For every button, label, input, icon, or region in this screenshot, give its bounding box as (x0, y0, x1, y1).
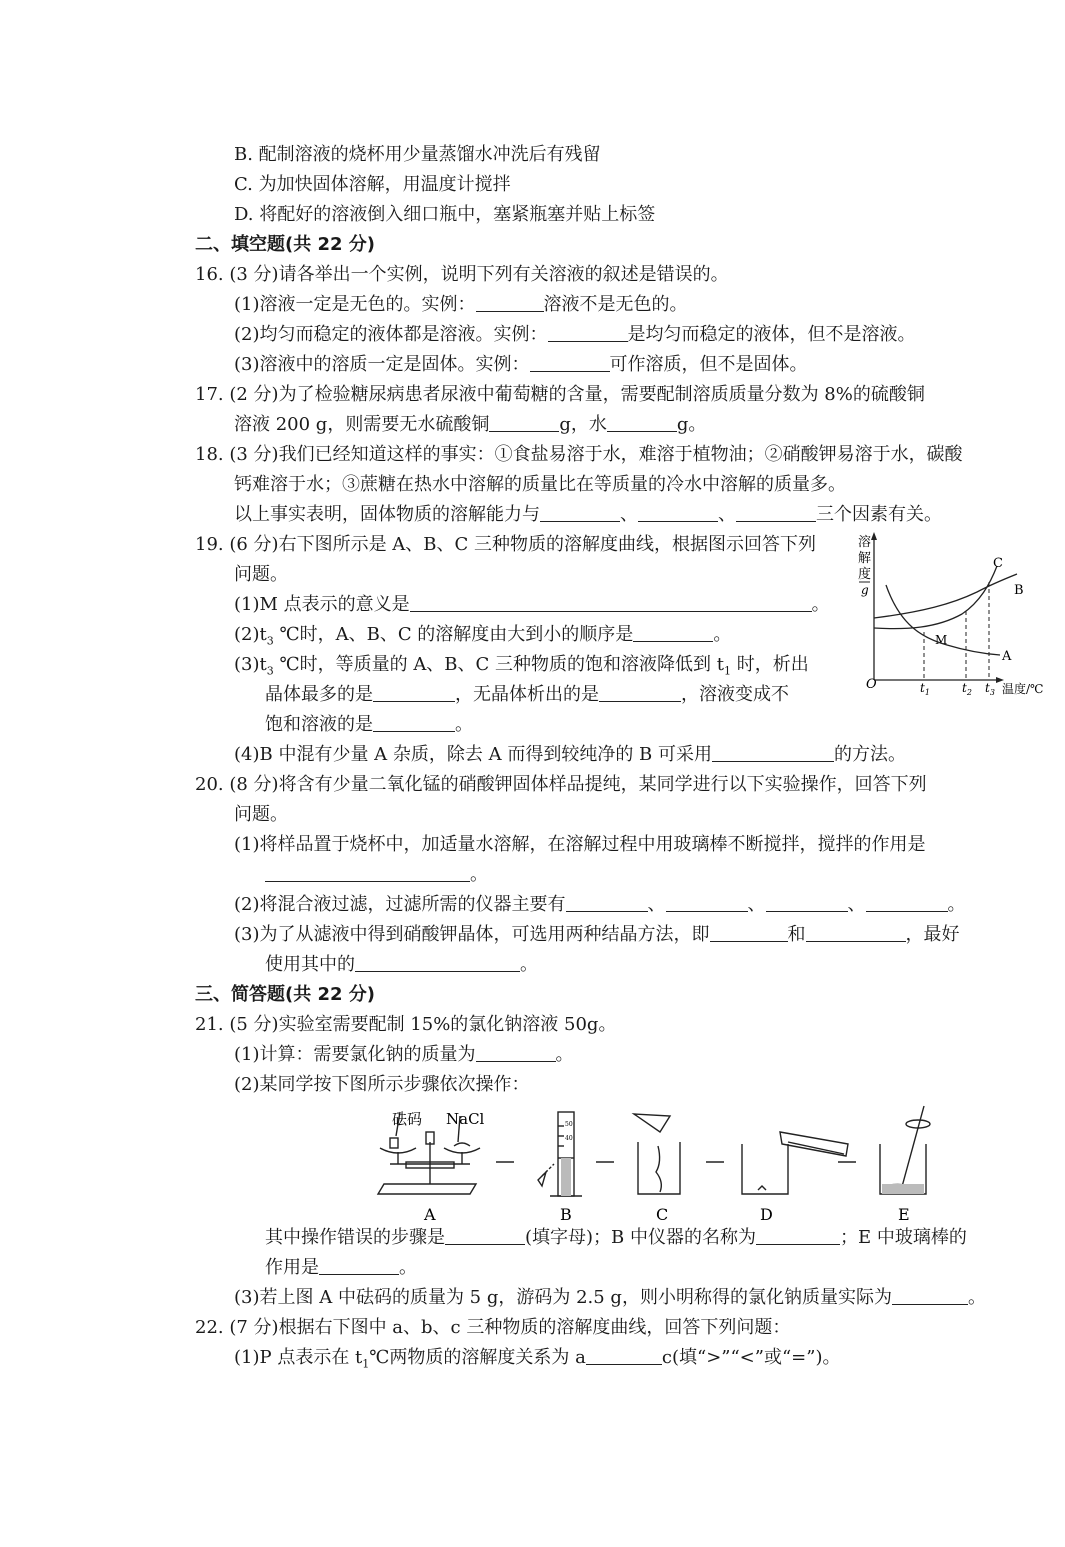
answer-blank[interactable] (599, 683, 681, 702)
answer-blank[interactable] (489, 413, 559, 432)
section-title-fill-in: 二、填空题(共 22 分) (195, 234, 376, 255)
curve-b-label: B (1014, 583, 1024, 598)
q19-sub3-line3: 饱和溶液的是 。 (265, 714, 473, 735)
q21-sub2: (2)某同学按下图所示步骤依次操作： (234, 1074, 530, 1095)
q20-line2: 问题。 (234, 804, 288, 825)
q16-sub3: (3)溶液中的溶质一定是固体。实例： 可作溶质，但不是固体。 (234, 354, 808, 375)
q22-sub1: (1)P 点表示在 $t_1℃$两物质的溶解度关系为 a c(填“>”“<”或“=”)。 (234, 1347, 841, 1371)
step-label-b: B (560, 1205, 572, 1224)
point-m-label: M (935, 633, 948, 647)
curve-c (874, 566, 997, 629)
y-label-3: 度 (858, 567, 872, 582)
beaker-pouring (742, 1132, 848, 1194)
q16-stem: 16. (3 分)请各举出一个实例，说明下列有关溶液的叙述是错误的。 (195, 264, 729, 285)
step-label-a: A (424, 1205, 436, 1224)
tick-t2: $t_2$ (962, 681, 972, 697)
answer-blank[interactable] (548, 323, 628, 342)
label-nacl: NaCl (446, 1110, 485, 1128)
answer-blank[interactable] (476, 1043, 556, 1062)
q18-line1: 18. (3 分)我们已经知道这样的事实：①食盐易溶于水，难溶于植物油；②硝酸钾易溶于水，碳酸 (195, 444, 963, 465)
q20-sub1-line2: 。 (265, 863, 488, 887)
answer-blank[interactable] (355, 953, 520, 972)
q21-sub2-line3: 作用是 。 (265, 1257, 417, 1278)
y-axis-arrow (871, 532, 877, 540)
answer-blank[interactable] (373, 713, 455, 732)
answer-blank[interactable] (410, 593, 812, 612)
q16-sub1: (1)溶液一定是无色的。实例： 溶液不是无色的。 (234, 294, 688, 315)
q16-sub2: (2)均匀而稳定的液体都是溶液。实例： 是均匀而稳定的液体，但不是溶液。 (234, 324, 916, 345)
step-label-c: C (656, 1205, 669, 1224)
answer-blank[interactable] (633, 623, 713, 642)
y-label-1: 溶 (858, 535, 872, 550)
q19-line2: 问题。 (234, 564, 288, 585)
cyl-mark-50: 50 (565, 1121, 573, 1128)
q17-line2: 溶液 200 g，则需要无水硫酸铜 g，水 g。 (234, 414, 707, 435)
answer-blank[interactable] (373, 683, 455, 702)
answer-blank[interactable] (607, 413, 677, 432)
answer-blank[interactable] (806, 923, 906, 942)
answer-blank[interactable] (445, 1226, 525, 1245)
answer-blank[interactable] (666, 893, 748, 912)
q19-sub2: $(2)t_3$ ℃时，A、B、C 的溶解度由大到小的顺序是 。 (234, 624, 732, 648)
step-label-d: D (760, 1205, 773, 1224)
curve-a-label: A (1002, 649, 1012, 664)
x-label: 温度/℃ (1002, 682, 1044, 696)
answer-blank[interactable] (866, 893, 948, 912)
answer-blank[interactable] (712, 743, 834, 762)
q18-line2: 钙难溶于水；③蔗糖在热水中溶解的质量比在等质量的冷水中溶解的质量多。 (234, 474, 846, 495)
q21-sub2-line2: 其中操作错误的步骤是 (填字母)；B 中仪器的名称为 ；E 中玻璃棒的 (265, 1227, 967, 1248)
origin-label: O (866, 677, 877, 692)
answer-blank[interactable] (540, 503, 620, 522)
q21-sub3: (3)若上图 A 中砝码的质量为 5 g，游码为 2.5 g，则小明称得的氯化钠质量实际为 。 (234, 1287, 986, 1308)
y-label-2: 解 (858, 551, 872, 566)
answer-blank[interactable] (710, 923, 788, 942)
q15-option-c: C. 为加快固体溶解，用温度计搅拌 (234, 174, 511, 195)
curve-b (874, 574, 1017, 618)
q19-line1: 19. (6 分)右下图所示是 A、B、C 三种物质的溶解度曲线，根据图示回答下列 (195, 534, 817, 555)
q19-sub3: $(3)t_3$ ℃时，等质量的 A、B、C 三种物质的饱和溶液降低到 $t_1$ 时，析出 (234, 654, 809, 678)
y-unit: g (861, 583, 869, 597)
q20-line1: 20. (8 分)将含有少量二氧化锰的硝酸钾固体样品提纯，某同学进行以下实验操作，回答下列 (195, 774, 927, 795)
q15-option-d: D. 将配好的溶液倒入细口瓶中，塞紧瓶塞并贴上标签 (234, 204, 656, 225)
answer-blank[interactable] (736, 503, 816, 522)
q20-sub2: (2)将混合液过滤，过滤所需的仪器主要有 、 、 、 。 (234, 894, 966, 915)
beaker-e-liquid (882, 1184, 924, 1194)
answer-blank[interactable] (566, 893, 648, 912)
answer-blank[interactable] (530, 353, 610, 372)
tick-t1: $t_1$ (920, 681, 930, 697)
answer-blank[interactable] (586, 1346, 662, 1365)
q20-sub3-line2: 使用其中的 。 (265, 954, 538, 975)
q22-stem: 22. (7 分)根据右下图中 a、b、c 三种物质的溶解度曲线，回答下列问题： (195, 1317, 791, 1338)
q19-sub4: (4)B 中混有少量 A 杂质，除去 A 而得到较纯净的 B 可采用 的方法。 (234, 744, 906, 765)
q20-sub1: (1)将样品置于烧杯中，加适量水溶解，在溶解过程中用玻璃棒不断搅拌，搅拌的作用是 (234, 834, 926, 855)
solubility-graph (852, 530, 1052, 700)
q21-sub1: (1)计算：需要氯化钠的质量为 。 (234, 1044, 574, 1065)
q20-sub3: (3)为了从滤液中得到硝酸钾晶体，可选用两种结晶方法，即 和 ，最好 (234, 924, 960, 945)
q17-line1: 17. (2 分)为了检验糖尿病患者尿液中葡萄糖的含量，需要配制溶质质量分数为 8%的硫酸铜 (195, 384, 925, 405)
answer-blank[interactable] (319, 1256, 399, 1275)
tick-t3: $t_3$ (985, 681, 995, 697)
step-label-e: E (898, 1205, 910, 1224)
answer-blank[interactable] (265, 863, 470, 882)
label-weights: 砝码 (392, 1110, 423, 1128)
q15-option-b: B. 配制溶液的烧杯用少量蒸馏水冲洗后有残留 (234, 144, 601, 165)
answer-blank[interactable] (766, 893, 848, 912)
beaker-with-paper (634, 1114, 680, 1194)
q19-sub1: (1)M 点表示的意义是 。 (234, 594, 830, 615)
procedure-figure (370, 1102, 940, 1226)
answer-blank[interactable] (476, 293, 544, 312)
q18-line3: 以上事实表明，固体物质的溶解能力与 、 、 三个因素有关。 (234, 504, 942, 525)
answer-blank[interactable] (638, 503, 718, 522)
curve-c-label: C (993, 556, 1003, 571)
cylinder-liquid (561, 1158, 571, 1196)
measuring-cylinder (538, 1112, 582, 1196)
section-title-short-answer: 三、简答题(共 22 分) (195, 984, 376, 1005)
answer-blank[interactable] (892, 1286, 968, 1305)
q19-sub3-line2: 晶体最多的是 ，无晶体析出的是 ，溶液变成不 (265, 684, 789, 705)
q21-stem: 21. (5 分)实验室需要配制 15%的氯化钠溶液 50g。 (195, 1014, 617, 1035)
answer-blank[interactable] (756, 1226, 840, 1245)
beaker-with-stirring-rod (880, 1106, 930, 1194)
cyl-mark-40: 40 (565, 1135, 573, 1142)
